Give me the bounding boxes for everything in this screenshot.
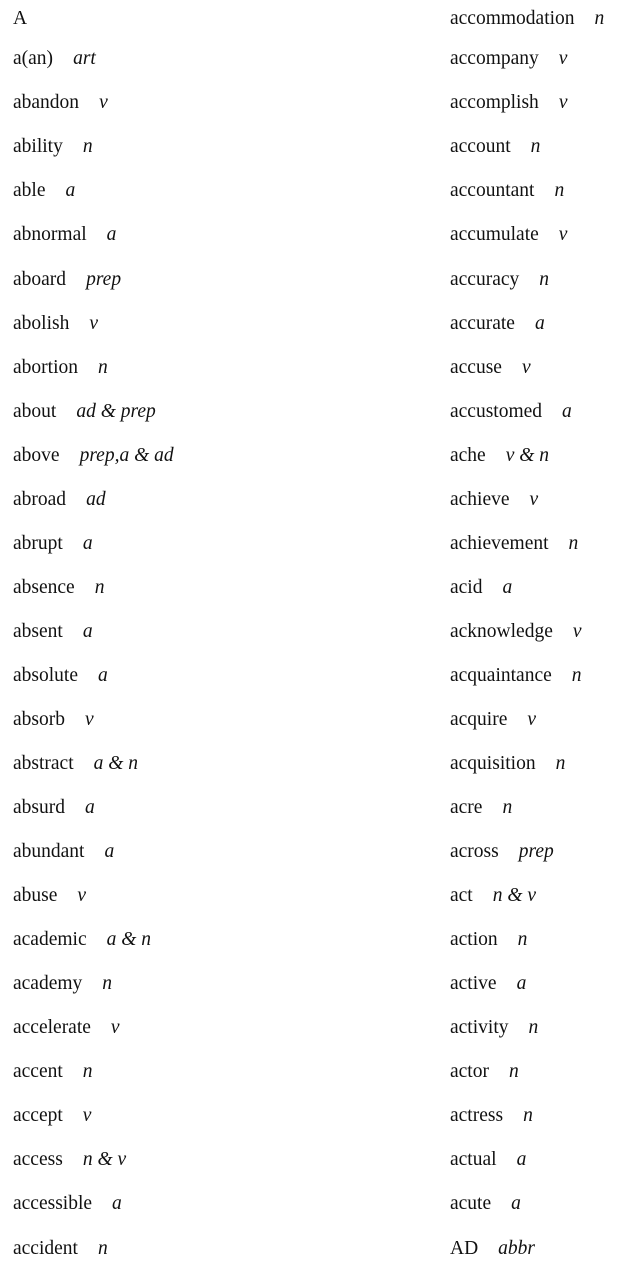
entry-word: AD bbox=[450, 1237, 479, 1259]
vocabulary-entry bbox=[450, 698, 604, 742]
entry-word: ache bbox=[450, 444, 486, 466]
entry-word: across bbox=[450, 841, 499, 863]
vocabulary-entry bbox=[450, 610, 604, 654]
entry-word: achieve bbox=[450, 488, 510, 510]
entry-word: absence bbox=[13, 576, 75, 598]
vocabulary-entry bbox=[13, 1094, 174, 1138]
vocabulary-entry bbox=[13, 962, 174, 1006]
entry-word: actual bbox=[450, 1149, 497, 1171]
entry-part-of-speech: prep bbox=[86, 268, 122, 290]
entry-word: actor bbox=[450, 1061, 489, 1083]
entry-part-of-speech: n bbox=[594, 7, 605, 29]
entry-part-of-speech: n bbox=[102, 973, 113, 995]
entry-word: accustomed bbox=[450, 400, 543, 422]
entry-word: abandon bbox=[13, 92, 80, 114]
entry-part-of-speech: n bbox=[517, 929, 528, 951]
vocabulary-entry bbox=[13, 1138, 174, 1182]
entry-word: accurate bbox=[450, 312, 515, 334]
vocabulary-entry bbox=[13, 257, 174, 301]
entry-part-of-speech: n bbox=[539, 268, 550, 290]
vocabulary-entry bbox=[450, 742, 604, 786]
vocabulary-entry bbox=[13, 698, 174, 742]
entry-word: accessible bbox=[13, 1193, 93, 1215]
vocabulary-entry bbox=[450, 477, 604, 521]
entry-word: accident bbox=[13, 1237, 78, 1259]
entry-word: acknowledge bbox=[450, 620, 553, 642]
entry-word: activity bbox=[450, 1017, 509, 1039]
entry-part-of-speech: a bbox=[106, 224, 117, 246]
entry-word: acquaintance bbox=[450, 664, 552, 686]
entry-word: abstract bbox=[13, 753, 74, 775]
entry-word: ability bbox=[13, 136, 63, 158]
entry-word: accumulate bbox=[450, 224, 539, 246]
entry-word: abuse bbox=[13, 885, 58, 907]
entry-word: access bbox=[13, 1149, 63, 1171]
vocabulary-entry bbox=[450, 522, 604, 566]
vocabulary-entry bbox=[13, 301, 174, 345]
vocabulary-entry bbox=[450, 345, 604, 389]
vocabulary-entry bbox=[13, 0, 174, 37]
entry-word: academy bbox=[13, 973, 83, 995]
word-list-left-column bbox=[13, 0, 174, 1270]
vocabulary-entry bbox=[13, 786, 174, 830]
vocabulary-entry bbox=[450, 389, 604, 433]
entry-part-of-speech: a bbox=[516, 973, 527, 995]
vocabulary-entry bbox=[450, 1094, 604, 1138]
entry-part-of-speech: n bbox=[97, 356, 108, 378]
vocabulary-entry bbox=[450, 962, 604, 1006]
vocabulary-entry bbox=[13, 345, 174, 389]
vocabulary-entry bbox=[450, 125, 604, 169]
vocabulary-entry bbox=[450, 1050, 604, 1094]
vocabulary-entry bbox=[450, 433, 604, 477]
entry-part-of-speech: a bbox=[85, 797, 95, 819]
vocabulary-entry bbox=[450, 830, 604, 874]
entry-word: accuse bbox=[450, 356, 502, 378]
entry-part-of-speech: v bbox=[85, 708, 94, 730]
vocabulary-entry bbox=[450, 257, 604, 301]
entry-part-of-speech: a bbox=[502, 576, 513, 598]
vocabulary-entry bbox=[13, 874, 174, 918]
vocabulary-entry bbox=[13, 433, 174, 477]
entry-part-of-speech: prep bbox=[518, 841, 554, 863]
entry-word: absent bbox=[13, 620, 63, 642]
entry-part-of-speech: n bbox=[97, 1237, 108, 1259]
entry-part-of-speech: n bbox=[571, 664, 582, 686]
entry-word: accent bbox=[13, 1061, 63, 1083]
vocabulary-entry bbox=[450, 1006, 604, 1050]
entry-part-of-speech: v bbox=[558, 48, 568, 70]
entry-word: above bbox=[13, 444, 60, 466]
entry-part-of-speech: n bbox=[568, 532, 579, 554]
vocabulary-entry bbox=[13, 610, 174, 654]
entry-word: accuracy bbox=[450, 268, 520, 290]
entry-word: acid bbox=[450, 576, 483, 598]
vocabulary-entry bbox=[450, 566, 604, 610]
vocabulary-entry bbox=[450, 1182, 604, 1226]
entry-part-of-speech: a & n bbox=[106, 929, 152, 951]
entry-part-of-speech: a bbox=[112, 1193, 122, 1215]
entry-word: acquire bbox=[450, 708, 508, 730]
entry-word: accommodation bbox=[450, 7, 575, 29]
entry-part-of-speech: v bbox=[89, 312, 98, 334]
entry-part-of-speech: n bbox=[82, 136, 93, 158]
entry-part-of-speech: n bbox=[530, 136, 541, 158]
entry-part-of-speech: prep,a & ad bbox=[79, 444, 174, 466]
entry-word: absorb bbox=[13, 708, 65, 730]
entry-part-of-speech: v bbox=[558, 224, 568, 246]
vocabulary-entry bbox=[13, 1006, 174, 1050]
entry-part-of-speech: a bbox=[82, 532, 93, 554]
vocabulary-entry bbox=[450, 0, 604, 37]
word-list-right-column bbox=[450, 0, 604, 1270]
vocabulary-entry bbox=[13, 830, 174, 874]
vocabulary-entry bbox=[13, 1226, 174, 1270]
vocabulary-entry bbox=[450, 1138, 604, 1182]
entry-part-of-speech: abbr bbox=[498, 1237, 536, 1259]
vocabulary-entry bbox=[450, 213, 604, 257]
vocabulary-entry bbox=[450, 301, 604, 345]
entry-word: abnormal bbox=[13, 224, 87, 246]
entry-word: accept bbox=[13, 1105, 63, 1127]
entry-part-of-speech: n bbox=[502, 797, 513, 819]
entry-part-of-speech: v & n bbox=[505, 444, 550, 466]
vocabulary-entry bbox=[13, 37, 174, 81]
entry-part-of-speech: a bbox=[511, 1193, 521, 1215]
entry-part-of-speech: art bbox=[73, 48, 96, 70]
entry-part-of-speech: v bbox=[110, 1017, 120, 1039]
vocabulary-entry bbox=[13, 918, 174, 962]
entry-part-of-speech: n bbox=[94, 576, 105, 598]
entry-part-of-speech: n bbox=[555, 753, 566, 775]
entry-word: account bbox=[450, 136, 511, 158]
entry-word: active bbox=[450, 973, 497, 995]
entry-word: achievement bbox=[450, 532, 549, 554]
entry-part-of-speech: n bbox=[82, 1061, 93, 1083]
entry-word: a(an) bbox=[13, 48, 54, 70]
entry-part-of-speech: n bbox=[528, 1017, 539, 1039]
vocabulary-entry bbox=[13, 81, 174, 125]
entry-word: accelerate bbox=[13, 1017, 91, 1039]
vocabulary-entry bbox=[450, 654, 604, 698]
entry-word: acre bbox=[450, 797, 483, 819]
vocabulary-entry bbox=[450, 1226, 604, 1270]
entry-part-of-speech: a bbox=[104, 841, 115, 863]
entry-word: abrupt bbox=[13, 532, 63, 554]
entry-part-of-speech: v bbox=[82, 1105, 92, 1127]
entry-word: acute bbox=[450, 1193, 492, 1215]
entry-part-of-speech: n & v bbox=[492, 885, 537, 907]
entry-word: absurd bbox=[13, 797, 65, 819]
entry-part-of-speech: a bbox=[516, 1149, 527, 1171]
entry-word: A bbox=[13, 7, 28, 29]
entry-part-of-speech: v bbox=[572, 620, 582, 642]
entry-part-of-speech: ad bbox=[86, 488, 106, 510]
vocabulary-entry bbox=[13, 1050, 174, 1094]
entry-part-of-speech: v bbox=[527, 708, 537, 730]
entry-word: action bbox=[450, 929, 498, 951]
vocabulary-entry bbox=[13, 389, 174, 433]
entry-word: actress bbox=[450, 1105, 504, 1127]
vocabulary-entry bbox=[450, 786, 604, 830]
vocabulary-entry bbox=[13, 213, 174, 257]
entry-word: able bbox=[13, 180, 46, 202]
vocabulary-entry bbox=[13, 1182, 174, 1226]
entry-part-of-speech: a bbox=[562, 400, 572, 422]
vocabulary-entry bbox=[13, 566, 174, 610]
vocabulary-entry bbox=[13, 169, 174, 213]
entry-word: act bbox=[450, 885, 473, 907]
entry-part-of-speech: n bbox=[508, 1061, 519, 1083]
entry-word: absolute bbox=[13, 664, 78, 686]
vocabulary-entry bbox=[450, 81, 604, 125]
entry-word: abroad bbox=[13, 488, 67, 510]
entry-part-of-speech: a bbox=[97, 664, 108, 686]
vocabulary-entry bbox=[450, 169, 604, 213]
entry-word: academic bbox=[13, 929, 87, 951]
entry-word: abolish bbox=[13, 312, 70, 334]
entry-word: aboard bbox=[13, 268, 67, 290]
vocabulary-entry bbox=[450, 918, 604, 962]
entry-part-of-speech: v bbox=[521, 356, 531, 378]
entry-word: about bbox=[13, 400, 57, 422]
entry-word: accountant bbox=[450, 180, 535, 202]
entry-part-of-speech: a bbox=[65, 180, 76, 202]
entry-part-of-speech: ad & prep bbox=[76, 400, 156, 422]
entry-word: abortion bbox=[13, 356, 78, 378]
entry-part-of-speech: n & v bbox=[82, 1149, 127, 1171]
entry-word: abundant bbox=[13, 841, 85, 863]
entry-word: accomplish bbox=[450, 92, 539, 114]
entry-part-of-speech: a & n bbox=[93, 753, 139, 775]
entry-word: acquisition bbox=[450, 753, 536, 775]
entry-part-of-speech: v bbox=[77, 885, 87, 907]
entry-part-of-speech: n bbox=[523, 1105, 533, 1127]
entry-part-of-speech: v bbox=[99, 92, 108, 114]
entry-word: accompany bbox=[450, 48, 539, 70]
vocabulary-entry bbox=[13, 522, 174, 566]
entry-part-of-speech: a bbox=[82, 620, 93, 642]
vocabulary-entry bbox=[13, 742, 174, 786]
vocabulary-entry bbox=[13, 477, 174, 521]
vocabulary-entry bbox=[13, 654, 174, 698]
entry-part-of-speech: v bbox=[558, 92, 568, 114]
vocabulary-entry bbox=[13, 125, 174, 169]
entry-part-of-speech: a bbox=[534, 312, 545, 334]
entry-part-of-speech: n bbox=[554, 180, 565, 202]
vocabulary-entry bbox=[450, 874, 604, 918]
vocabulary-entry bbox=[450, 37, 604, 81]
entry-part-of-speech: v bbox=[529, 488, 539, 510]
